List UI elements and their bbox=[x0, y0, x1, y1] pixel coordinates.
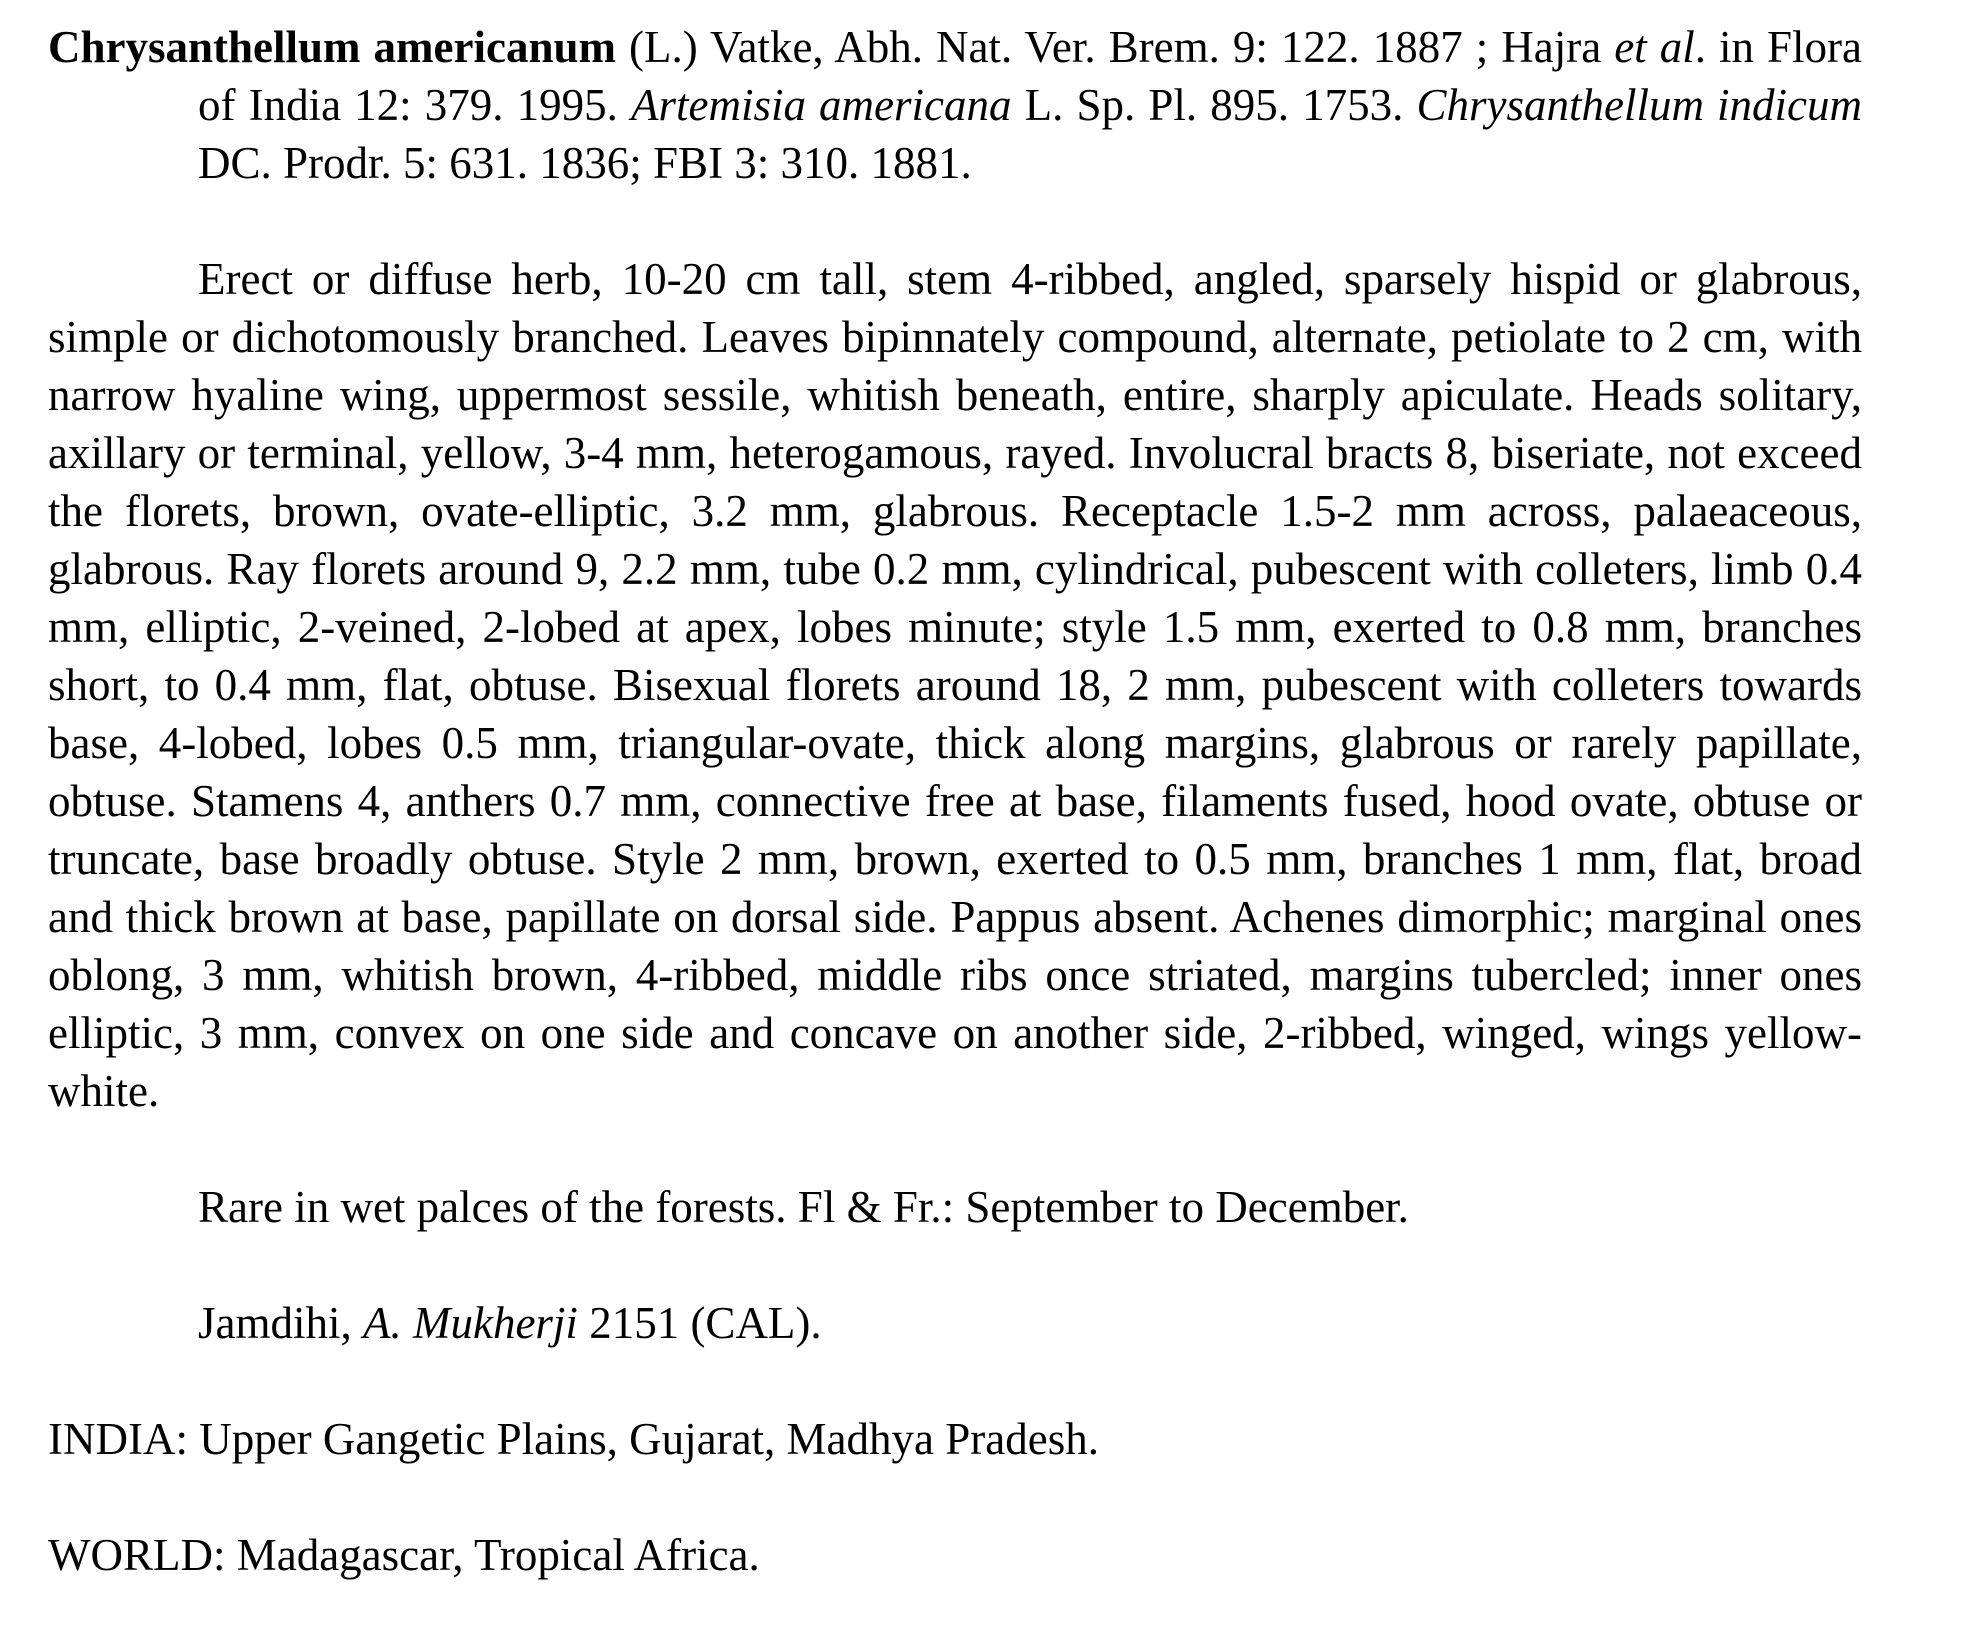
species-account bbox=[48, 18, 1862, 1584]
reference-continuation: . in Flora of India 12: 379. 1995. bbox=[198, 22, 1862, 130]
species-authority-reference: (L.) Vatke, Abh. Nat. Ver. Brem. 9: 122. 1887 ; Hajra bbox=[616, 22, 1615, 72]
habitat-phenology: Rare in wet palces of the forests. Fl & Fr.: September to December. bbox=[198, 1182, 1409, 1232]
specimen-collector: A. Mukherji bbox=[363, 1298, 578, 1348]
specimen-locality: Jamdihi, bbox=[198, 1298, 363, 1348]
synonym-1-reference: L. Sp. Pl. 895. 1753. bbox=[1011, 80, 1417, 130]
distribution-world: WORLD: Madagascar, Tropical Africa. bbox=[48, 1530, 760, 1580]
distribution-india: INDIA: Upper Gangetic Plains, Gujarat, Madhya Pradesh. bbox=[48, 1414, 1099, 1464]
et-al: et al bbox=[1614, 22, 1695, 72]
synonym-1-name: Artemisia americana bbox=[630, 80, 1012, 130]
species-name: Chrysanthellum americanum bbox=[48, 22, 617, 72]
species-description: Erect or diffuse herb, 10-20 cm tall, stem 4-ribbed, angled, sparsely hispid or glabrous, simple or dichotomously branched. Leaves bipinnately compound, alternate, petiolate to 2 cm, with narrow hyaline wing, uppermost sessile, whitish beneath, entire, sharply apiculate. Heads solitary, axillary or terminal, yellow, 3-4 mm, heterogamous, rayed. Involucral bracts 8, biseriate, not exceed the florets, brown, ovate-elliptic, 3.2 mm, glabrous. Receptacle 1.5-2 mm across, palaeaceous, glabrous. Ray florets around 9, 2.2 mm, tube 0.2 mm, cylindrical, pubescent with colleters, limb 0.4 mm, elliptic, 2-veined, 2-lobed at apex, lobes minute; style 1.5 mm, exerted to 0.8 mm, branches short, to 0.4 mm, flat, obtuse. Bisexual florets around 18, 2 mm, pubescent with colleters towards base, 4-lobed, lobes 0.5 mm, triangular-ovate, thick along margins, glabrous or rarely papillate, obtuse. Stamens 4, anthers 0.7 mm, connective free at base, filaments fused, hood ovate, obtuse or truncate, base broadly obtuse. Style 2 mm, brown, exerted to 0.5 mm, branches 1 mm, flat, broad and thick brown at base, papillate on dorsal side. Pappus absent. Achenes dimorphic; marginal ones oblong, 3 mm, whitish brown, 4-ribbed, middle ribs once striated, margins tubercled; inner ones elliptic, 3 mm, convex on one side and concave on another side, 2-ribbed, winged, wings yellow-white. bbox=[48, 254, 1862, 1116]
synonym-2-reference: DC. Prodr. 5: 631. 1836; FBI 3: 310. 1881. bbox=[198, 138, 972, 188]
specimen-citation bbox=[48, 1294, 1862, 1352]
specimen-number: 2151 (CAL). bbox=[577, 1298, 822, 1348]
synonym-2-name: Chrysanthellum indicum bbox=[1416, 80, 1863, 130]
species-citation bbox=[48, 18, 1862, 192]
